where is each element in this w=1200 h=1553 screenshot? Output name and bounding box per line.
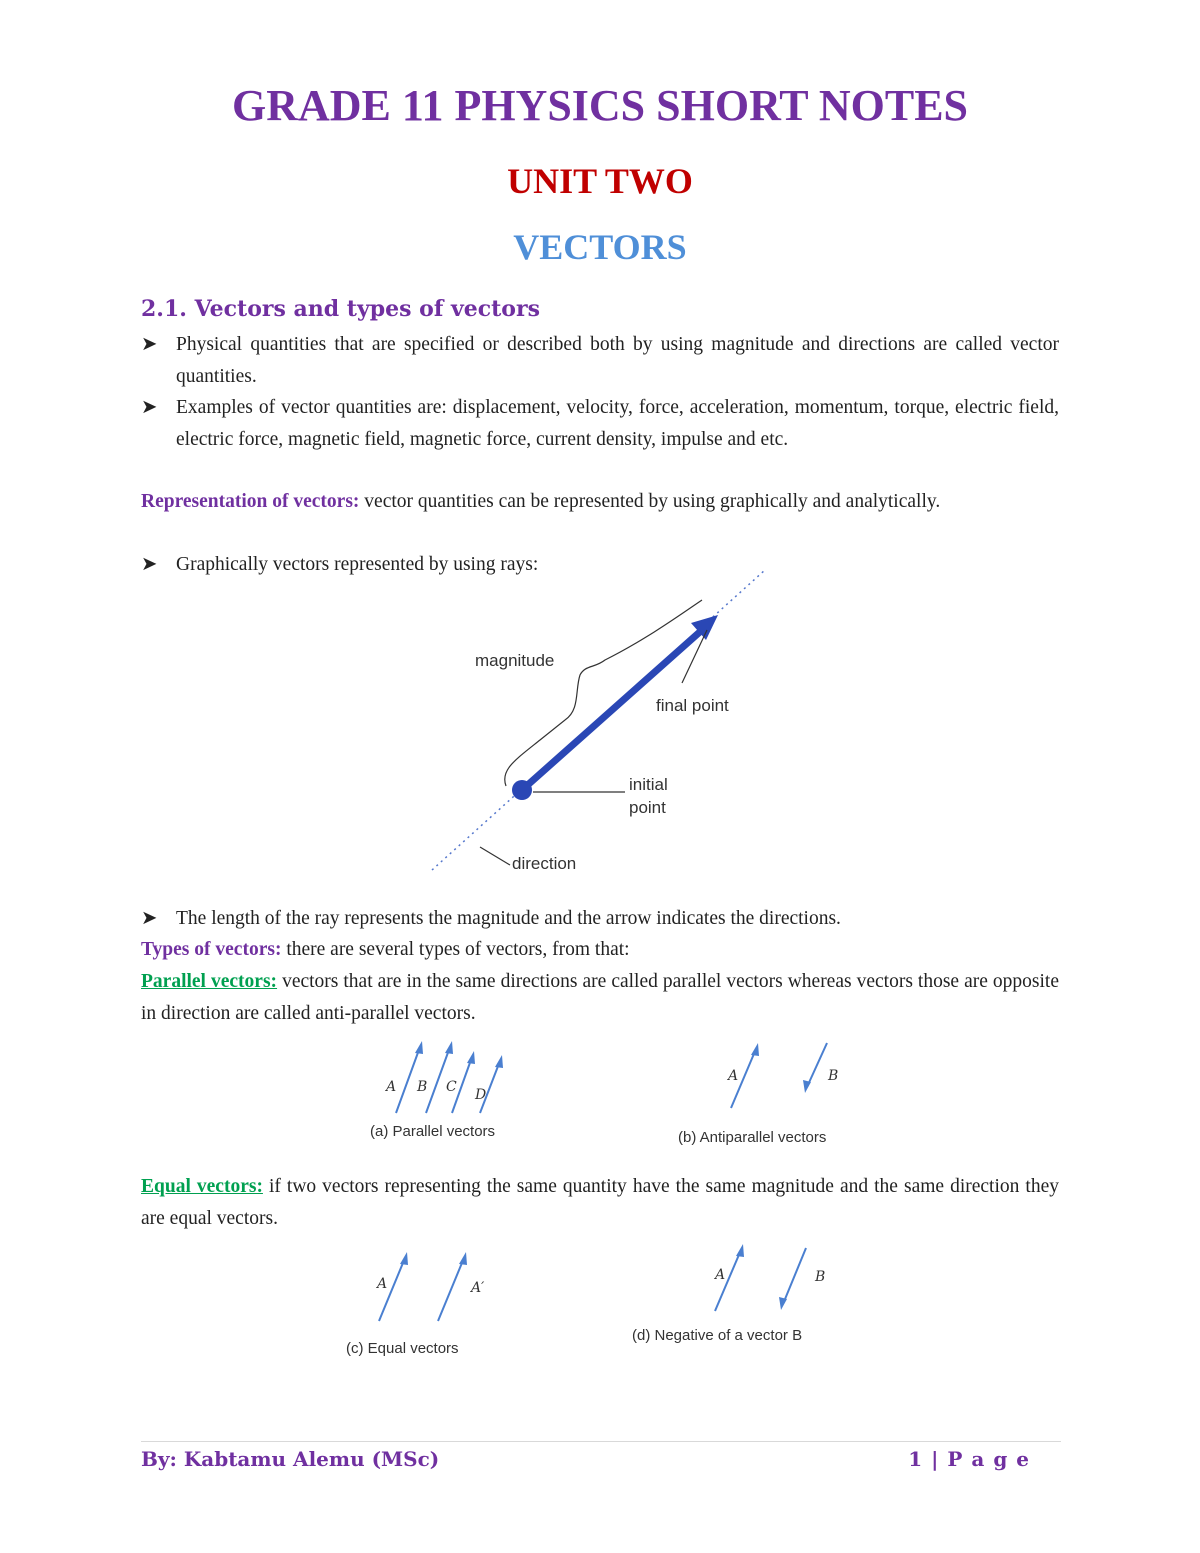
bullet-arrow-icon: ➤ — [141, 397, 158, 418]
bullet-arrow-icon: ➤ — [141, 908, 158, 929]
document-title: GRADE 11 PHYSICS SHORT NOTES — [231, 81, 969, 130]
types-text: there are several types of vectors, from that: — [281, 939, 630, 960]
vector-b-down-head — [803, 1080, 811, 1093]
topic-heading: VECTORS — [513, 227, 687, 267]
symbol-a: A — [386, 1079, 397, 1095]
symbol-a-equal: A — [377, 1276, 388, 1292]
symbol-a-neg: A — [715, 1267, 726, 1283]
representation-paragraph — [141, 486, 1059, 518]
equal-label: Equal vectors: — [141, 1176, 263, 1197]
vector-a-prime-head — [459, 1252, 467, 1265]
symbol-c: C — [446, 1079, 457, 1095]
initial-point-label-2: point — [629, 798, 666, 817]
vector-ray-figure — [420, 560, 800, 890]
initial-point-label-1: initial — [629, 775, 668, 794]
vector-a-prime-shaft — [438, 1258, 464, 1321]
symbol-b-neg: B — [815, 1269, 826, 1285]
bullet-text: Examples of vector quantities are: displacement, velocity, force, acceleration, momentum, torque, electric field, electric force, magnetic field, magnetic force, current density, impulse and etc. — [176, 397, 1059, 450]
caption-antiparallel: (b) Antiparallel vectors — [678, 1129, 827, 1146]
parallel-vectors-figure — [360, 1035, 880, 1150]
bullet-examples — [141, 392, 1059, 455]
vector-a-head — [415, 1041, 423, 1054]
footer-page-number: 1 | P a g e — [908, 1447, 1030, 1471]
caption-equal: (c) Equal vectors — [346, 1340, 459, 1357]
unit-heading: UNIT TWO — [507, 161, 693, 201]
direction-leader — [480, 847, 510, 865]
symbol-d: D — [475, 1087, 487, 1103]
vector-b-head — [445, 1041, 453, 1054]
bullet-text: Graphically vectors represented by using rays: — [176, 554, 539, 575]
symbol-b: B — [417, 1079, 428, 1095]
equal-vectors-figure — [335, 1238, 865, 1363]
caption-parallel: (a) Parallel vectors — [370, 1123, 496, 1140]
final-point-label: final point — [656, 696, 729, 715]
vector-a-up-head — [751, 1043, 759, 1056]
vector-a-neg-head — [736, 1244, 744, 1257]
representation-label: Representation of vectors: — [141, 491, 360, 512]
caption-negative: (d) Negative of a vector B — [632, 1327, 803, 1344]
bullet-arrow-icon: ➤ — [141, 554, 158, 575]
section-heading: 2.1. Vectors and types of vectors — [141, 296, 540, 322]
footer-divider — [141, 1441, 1061, 1442]
direction-label: direction — [512, 854, 577, 873]
vector-b-neg-head — [779, 1297, 787, 1310]
bullet-length — [141, 903, 1059, 935]
vector-b-neg-shaft — [783, 1248, 806, 1304]
types-label: Types of vectors: — [141, 939, 282, 960]
parallel-label: Parallel vectors: — [141, 971, 278, 992]
magnitude-brace — [505, 600, 702, 786]
bullet-vector-quantities — [141, 329, 1059, 392]
symbol-a-prime: A′ — [471, 1280, 485, 1296]
representation-text: vector quantities can be represented by using graphically and analytically. — [359, 491, 941, 512]
symbol-b-anti: B — [828, 1068, 839, 1084]
parallel-paragraph — [141, 966, 1059, 1029]
equal-paragraph — [141, 1171, 1059, 1234]
footer-author: By: Kabtamu Alemu (MSc) — [141, 1447, 440, 1471]
bullet-text: Physical quantities that are specified or described both by using magnitude and directions are called vector quantities. — [176, 334, 1059, 387]
parallel-text: vectors that are in the same directions are called parallel vectors whereas vectors those are opposite in direction are called anti-parallel vectors. — [141, 971, 1060, 1024]
bullet-text: The length of the ray represents the magnitude and the arrow indicates the directions. — [176, 908, 841, 929]
magnitude-label: magnitude — [475, 651, 555, 670]
initial-point-dot — [512, 780, 532, 800]
vector-b-down-shaft — [807, 1043, 827, 1087]
symbol-a-anti: A — [728, 1068, 739, 1084]
vector-d-head — [495, 1055, 503, 1068]
vector-a-equal-head — [400, 1252, 408, 1265]
vector-c-head — [467, 1051, 475, 1064]
bullet-arrow-icon: ➤ — [141, 334, 158, 355]
types-paragraph — [141, 934, 1059, 966]
equal-text: if two vectors representing the same quantity have the same magnitude and the same direction they are equal vectors. — [141, 1176, 1059, 1229]
